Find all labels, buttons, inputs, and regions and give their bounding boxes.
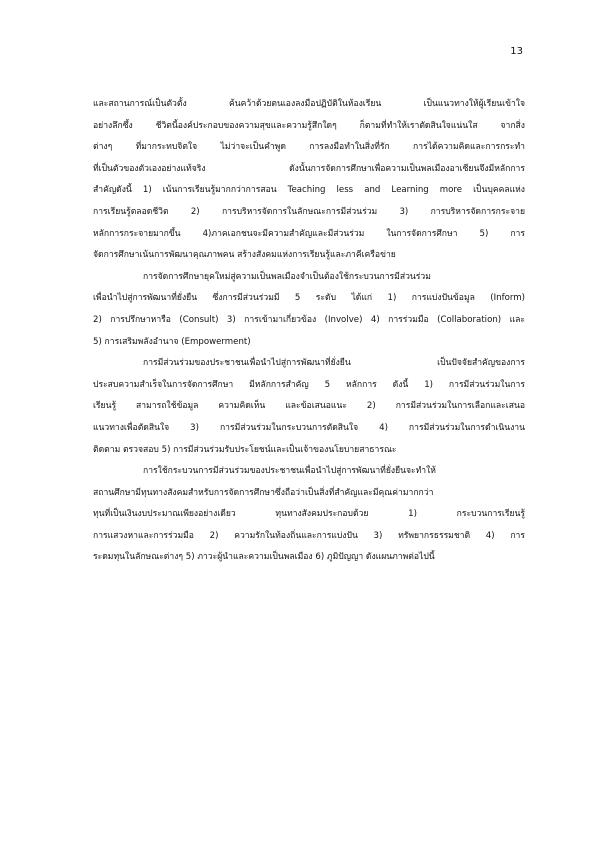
body-text bbox=[93, 94, 525, 569]
text-line: การจัดการศึกษายุคใหม่สู่ความเป็นพลเมืองจำเป็นต้องใช้กระบวนการมีส่วนร่วม bbox=[143, 271, 431, 282]
text-line: และสถานการณ์เป็นตัวตั้ง ค้นคว้าด้วยตนเองลงมือปฏิบัติในห้องเรียน เป็นแนวทางให้ผู้เรียนเข้าใจ bbox=[93, 99, 525, 109]
text-line: สถานศึกษามีทุนทางสังคมสำหรับการจัดการศึกษาซึ่งถือว่าเป็นสิ่งที่สำคัญและมีคุณค่ามากกว่า bbox=[93, 487, 434, 498]
text-line: ต่างๆ ที่มากระทบจิตใจ ไม่ว่าจะเป็นคำพูด การลงมือทำในสิ่งที่รัก การได้ความคิดและการกระทำ bbox=[93, 142, 525, 153]
text-line: จัดการศึกษาเน้นการพัฒนาคุณภาพคน สร้างสังคมแห่งการเรียนรู้และภาคีเครือข่าย bbox=[93, 250, 396, 261]
paragraph-1 bbox=[93, 94, 525, 267]
text-line: การแสวงหาและการร่วมมือ 2) ความรักในท้องถิ่นและการแบ่งปัน 3) ทรัพยากรธรรมชาติ 4) การ bbox=[93, 530, 525, 541]
text-line: 5) การเสริมพลังอำนาจ (Empowerment) bbox=[93, 336, 251, 347]
text-line: หลักการกระจายมากขึ้น 4)ภาคเอกชนจะมีความสำคัญและมีส่วนร่วม ในการจัดการศึกษา 5) การ bbox=[93, 228, 525, 239]
text-line: ติดตาม ตรวจสอบ 5) การมีส่วนร่วมรับประโยชน์และเป็นเจ้าของนโยบายสาธารณะ bbox=[93, 444, 397, 455]
text-line: ทุนที่เป็นเงินงบประมาณเพียงอย่างเดียว ทุนทางสังคมประกอบด้วย 1) กระบวนการเรียนรู้ bbox=[93, 509, 525, 520]
text-line: 2) การปรึกษาหารือ (Consult) 3) การเข้ามาเกี่ยวข้อง (Involve) 4) การร่วมมือ (Collaboration) และ bbox=[93, 314, 525, 325]
text-line: ที่เป็นตัวของตัวเองอย่างแท้จริง ดังนั้นการจัดการศึกษาเพื่อความเป็นพลเมืองอาเซียนจึงมีหลักการ bbox=[93, 163, 525, 174]
text-line: สำคัญดังนี้ 1) เน้นการเรียนรู้มากกว่าการสอน Teaching less and Learning more เป็นบุคคลแห่ง bbox=[93, 185, 525, 196]
paragraph-2 bbox=[93, 267, 525, 353]
text-line: ระดมทุนในลักษณะต่างๆ 5) ภาวะผู้นำและความเป็นพลเมือง 6) ภูมิปัญญา ดังแผนภาพต่อไปนี้ bbox=[93, 552, 435, 563]
text-line: การเรียนรู้ตลอดชีวิต 2) การบริหารจัดการในลักษณะการมีส่วนร่วม 3) การบริหารจัดการกระจาย bbox=[93, 206, 525, 217]
text-line: การมีส่วนร่วมของประชาชนเพื่อนำไปสู่การพัฒนาที่ยั่งยืน เป็นปัจจัยสำคัญของการ bbox=[143, 358, 525, 369]
paragraph-3 bbox=[93, 353, 525, 461]
text-line: อย่างลึกซึ้ง ชีวิตนี้องค์ประกอบของความสุขและความรู้สึกใดๆ ก็ตามที่ทำให้เราตัดสินใจแน่นใส จากสิ่ง bbox=[93, 120, 525, 131]
text-line: เรียนรู้ สามารถใช้ข้อมูล ความคิดเห็น และข้อเสนอแนะ 2) การมีส่วนร่วมในการเลือกและเสนอ bbox=[93, 401, 525, 412]
text-line: เพื่อนำไปสู่การพัฒนาที่ยั่งยืน ซึ่งการมีส่วนร่วมมี 5 ระดับ ได้แก่ 1) การแบ่งปันข้อมูล (Inform) bbox=[93, 293, 525, 304]
text-line: ประสบความสำเร็จในการจัดการศึกษา มีหลักการสำคัญ 5 หลักการ ดังนี้ 1) การมีส่วนร่วมในการ bbox=[93, 379, 525, 390]
paragraph-4 bbox=[93, 461, 525, 569]
text-line: แนวทางเพื่อตัดสินใจ 3) การมีส่วนร่วมในกระบวนการตัดสินใจ 4) การมีส่วนร่วมในการดำเนินงาน bbox=[93, 422, 525, 433]
text-line: การใช้กระบวนการมีส่วนร่วมของประชาชนเพื่อนำไปสู่การพัฒนาที่ยั่งยืนจะทำให้ bbox=[143, 466, 436, 477]
page-number: 13 bbox=[510, 46, 523, 57]
